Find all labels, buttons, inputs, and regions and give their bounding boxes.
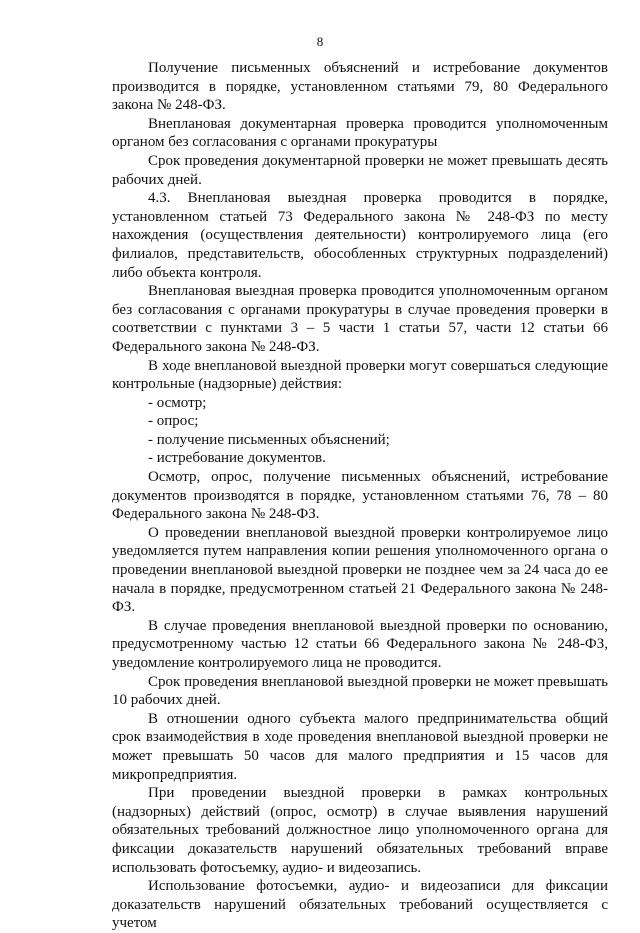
paragraph-photo-video-right: При проведении выездной проверки в рамках контрольных (надзорных) действий (опрос, осмотр) в случае выявления нарушений обязательных требований должностное лицо уполномоченного органа для фиксации доказательств нарушений обязательных требований вправе использовать фотосъемку, аудио- и видеозапись. xyxy=(112,785,608,876)
document-body xyxy=(112,59,608,933)
list-item-document-request: - истребование документов. xyxy=(148,450,326,467)
list-item-written-explanations: - получение письменных объяснений; xyxy=(148,431,390,448)
page-number: 8 xyxy=(316,34,324,49)
paragraph-explanations-procedure: Получение письменных объяснений и истребование документов производится в порядке, установленном статьями 79, 80 Федерального закона № 248-ФЗ. xyxy=(112,60,608,114)
paragraph-small-business-limit: В отношении одного субъекта малого предпринимательства общий срок взаимодействия в ходе проведения внеплановой выездной проверки не может превышать 50 часов для малого предприятия и 15 часов для микропредприятия. xyxy=(112,710,608,783)
list-item-survey: - опрос; xyxy=(148,413,199,430)
paragraph-onsite-actions-intro: В ходе внеплановой выездной проверки могут совершаться следующие контрольные (надзорные) действия: xyxy=(112,357,608,393)
list-item-inspection: - осмотр; xyxy=(148,394,207,411)
paragraph-section-4-3: 4.3. Внеплановая выездная проверка проводится в порядке, установленном статьей 73 Федерального закона № 248-ФЗ по месту нахождения (осуществления деятельности) контролируемого лица (его филиалов, представительств, обособленных структурных подразделений) либо объекта контроля. xyxy=(112,190,608,281)
paragraph-notification: О проведении внеплановой выездной проверки контролируемое лицо уведомляется путем направления копии решения уполномоченного органа о проведении внеплановой выездной проверки не позднее чем за 24 часа до ее начала в порядке, предусмотренном статьей 21 Федерального закона № 248-ФЗ. xyxy=(112,524,608,616)
paragraph-documentary-no-prosecutor: Внеплановая документарная проверка проводится уполномоченным органом без согласования с органами прокуратуры xyxy=(112,115,608,151)
paragraph-photo-video-usage: Использование фотосъемки, аудио- и видеозаписи для фиксации доказательств нарушений обязательных требований осуществляется с учетом xyxy=(112,878,608,932)
paragraph-onsite-no-prosecutor: Внеплановая выездная проверка проводится уполномоченным органом без согласования с органами прокуратуры в случае проведения проверки в соответствии с пунктами 3 – 5 части 1 статьи 57, части 12 статьи 66 Федерального закона № 248-ФЗ. xyxy=(112,283,608,355)
paragraph-actions-procedure: Осмотр, опрос, получение письменных объяснений, истребование документов производятся в порядке, установленном статьями 76, 78 – 80 Федерального закона № 248-ФЗ. xyxy=(112,469,608,523)
paragraph-onsite-term: Срок проведения внеплановой выездной проверки не может превышать 10 рабочих дней. xyxy=(112,673,608,709)
paragraph-documentary-term: Срок проведения документарной проверки не может превышать десять рабочих дней. xyxy=(112,152,608,188)
paragraph-no-notification: В случае проведения внеплановой выездной проверки по основанию, предусмотренному частью 12 статьи 66 Федерального закона № 248-ФЗ, уведомление контролируемого лица не проводится. xyxy=(112,617,608,671)
